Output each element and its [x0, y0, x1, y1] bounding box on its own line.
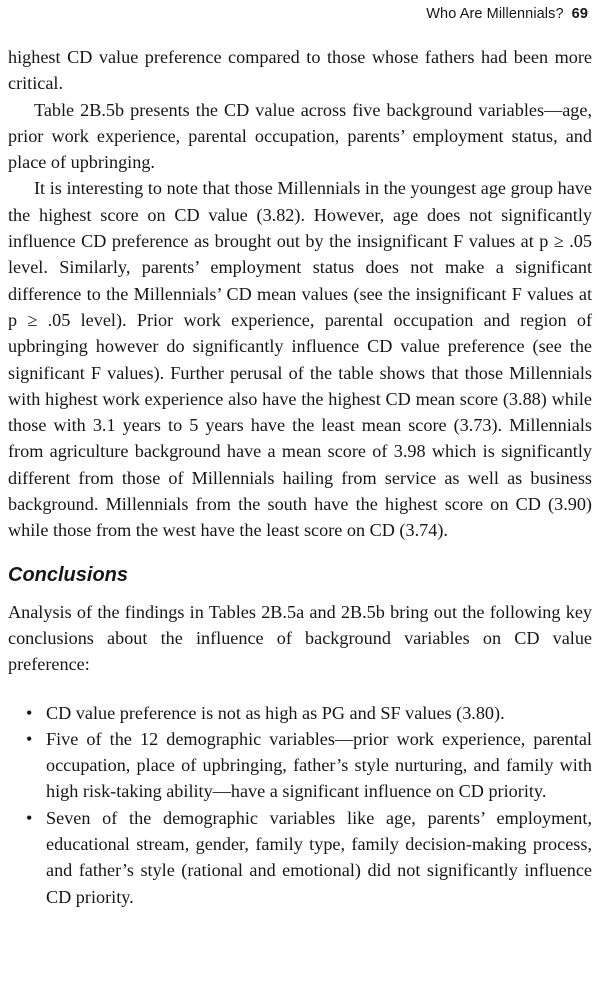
conclusions-list [8, 700, 592, 910]
running-title: Who Are Millennials? [426, 6, 564, 22]
list-item-text: CD value preference is not as high as PG and SF values (3.80). [46, 702, 505, 723]
paragraph-continued: highest CD value preference compared to those whose fathers had been more critical. [8, 47, 592, 94]
list-item [8, 726, 592, 805]
bullet-marker: • [26, 807, 33, 828]
list-item-text: Seven of the demographic variables like age, parents’ employment, educational stream, gender, family type, family decision-making process, and father’s style (rational and emotional) did not significantly influence CD priority. [46, 807, 592, 907]
section-intro: Analysis of the findings in Tables 2B.5a and 2B.5b bring out the following key conclusions about the influence of background variables on CD value preference: [8, 601, 592, 675]
page-number: 69 [571, 6, 588, 22]
paragraph-table-intro: Table 2B.5b presents the CD value across five background variables—age, prior work experience, parental occupation, parents’ employment status, and place of upbringing. [8, 99, 592, 173]
body-text [8, 44, 592, 910]
list-item-text: Five of the 12 demographic variables—prior work experience, parental occupation, place of upbringing, father’s style nurturing, and family with high risk-taking ability—have a significant influence on CD priority. [46, 728, 592, 802]
bullet-marker: • [26, 728, 33, 749]
running-header [426, 6, 588, 22]
list-item [8, 805, 592, 910]
bullet-marker: • [26, 702, 33, 723]
paragraph-findings: It is interesting to note that those Millennials in the youngest age group have the highest score on CD value (3.82). However, age does not significantly influence CD preference as brought out by the insignificant F values at p ≥ .05 level. Similarly, parents’ employment status does not make a significant difference to the Millennials’ CD mean values (see the insignificant F values at p ≥ .05 level). Prior work experience, parental occupation and region of upbringing however do significantly influence CD value preference (see the significant F values). Further perusal of the table shows that those Millennials with highest work experience also have the highest CD mean score (3.88) while those with 3.1 years to 5 years have the least mean score (3.73). Millennials from agriculture background have a mean score of 3.98 which is significantly different from those of Millennials hailing from service as well as business background. Millennials from the south have the highest score on CD (3.90) while those from the west have the least score on CD (3.74). [8, 178, 592, 541]
list-item [8, 700, 592, 726]
section-heading: Conclusions [8, 563, 129, 586]
